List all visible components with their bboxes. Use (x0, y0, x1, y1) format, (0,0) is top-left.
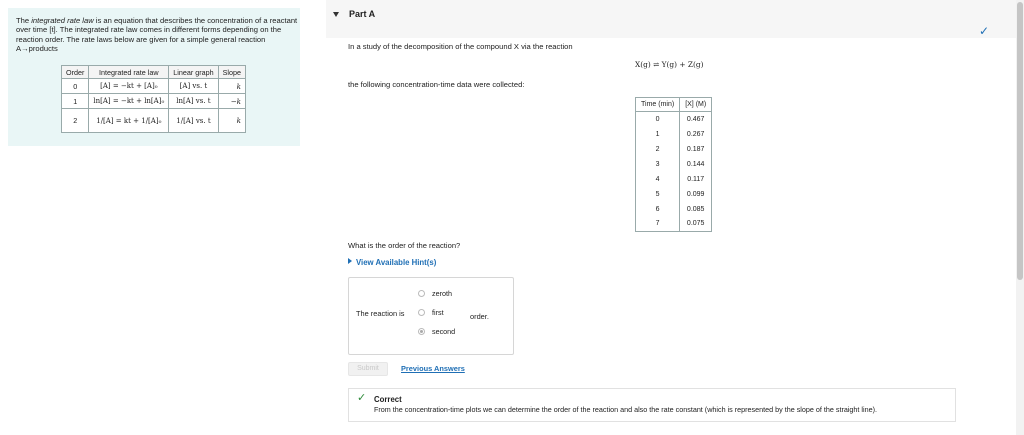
radio-second[interactable] (418, 328, 425, 335)
collected-text: the following concentration-time data were collected: (348, 80, 525, 89)
question-text: What is the order of the reaction? (348, 241, 461, 250)
option-second[interactable]: second (418, 327, 455, 336)
col-order: Order (62, 66, 89, 79)
table-row: 0 0.467 (636, 112, 712, 127)
submit-button[interactable]: Submit (348, 362, 388, 376)
radio-first[interactable] (418, 309, 425, 316)
part-title[interactable]: Part A (349, 9, 376, 19)
table-row: 4 0.117 (636, 172, 712, 187)
general-reaction: A→products (16, 43, 58, 53)
feedback-title: Correct (374, 395, 402, 404)
feedback-text: From the concentration-time plots we can determine the order of the reaction and also the rate constant (which is represented by the slope of the straight line). (374, 405, 877, 414)
intro-text: The integrated rate law is an equation that describes the concentration of a reactant over time [t]. The integrated rate law comes in different forms depending on the reaction order. The rate laws below are given for a simple general reaction A→products (16, 16, 298, 53)
table-row: 2 1/[A] = kt + 1/[A]₀ 1/[A] vs. t k (62, 109, 246, 133)
table-row: 5 0.099 (636, 187, 712, 202)
table-row: 1 ln[A] = −kt + ln[A]₀ ln[A] vs. t −k (62, 94, 246, 109)
table-row: 2 0.187 (636, 142, 712, 157)
concentration-table (635, 97, 712, 232)
completed-check-icon: ✓ (979, 24, 990, 38)
intro-emphasis: integrated rate law (31, 16, 94, 25)
answer-box (348, 277, 514, 355)
expand-triangle-icon (348, 258, 352, 264)
scrollbar-thumb[interactable] (1017, 2, 1023, 280)
feedback-box (348, 388, 956, 422)
study-text: In a study of the decomposition of the compound X via the reaction (348, 42, 573, 51)
option-first[interactable]: first (418, 308, 444, 317)
table-row: 1 0.267 (636, 127, 712, 142)
answer-prefix: The reaction is (356, 309, 405, 318)
col-graph: Linear graph (169, 66, 218, 79)
view-hints-link[interactable]: View Available Hint(s) (348, 258, 436, 267)
table-row: 6 0.085 (636, 202, 712, 217)
col-slope: Slope (218, 66, 245, 79)
previous-answers-link[interactable]: Previous Answers (401, 364, 465, 373)
option-zeroth[interactable]: zeroth (418, 289, 452, 298)
table-header-row (636, 98, 712, 112)
correct-check-icon: ✓ (357, 392, 367, 404)
table-row: 0 [A] = −kt + [A]₀ [A] vs. t k (62, 79, 246, 94)
vertical-scrollbar[interactable] (1016, 0, 1024, 435)
part-panel (308, 0, 1016, 435)
col-time: Time (min) (636, 98, 680, 112)
radio-zeroth[interactable] (418, 290, 425, 297)
table-row: 7 0.075 (636, 217, 712, 232)
part-header[interactable] (326, 0, 1016, 38)
reaction-equation: X(g) ⇌ Y(g) + Z(g) (635, 60, 704, 69)
table-header-row (62, 66, 246, 79)
col-law: Integrated rate law (89, 66, 169, 79)
collapse-caret-icon[interactable] (333, 12, 339, 17)
table-row: 3 0.144 (636, 157, 712, 172)
answer-suffix: order. (470, 312, 489, 321)
rate-law-table (61, 65, 246, 133)
col-conc: [X] (M) (680, 98, 712, 112)
